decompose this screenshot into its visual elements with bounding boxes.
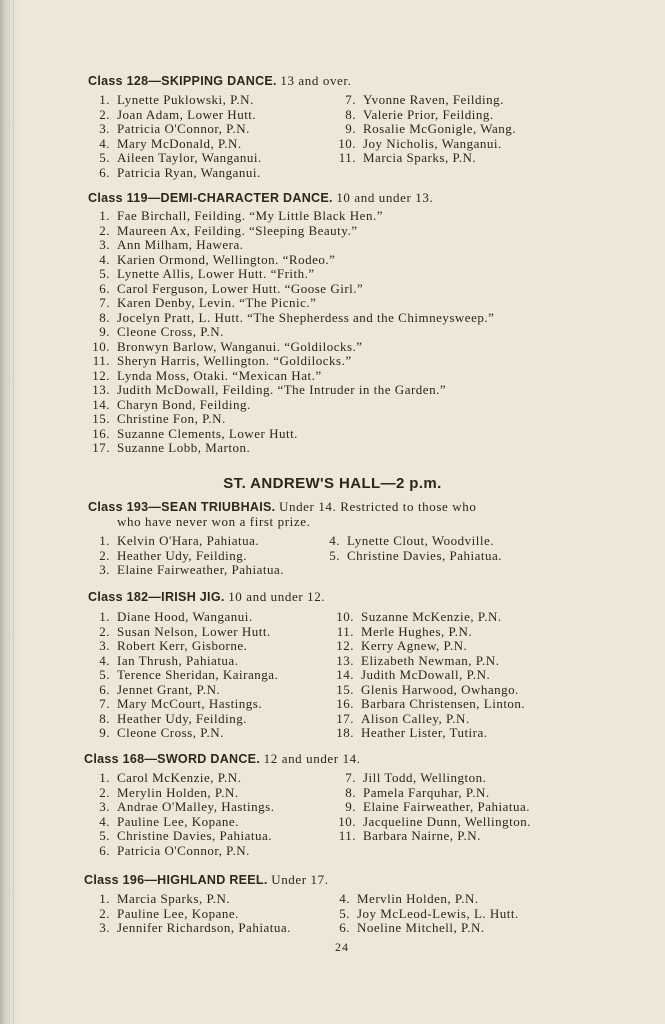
entry-number: 12. [92, 367, 110, 383]
list-item [88, 683, 278, 698]
list-item [332, 610, 525, 625]
list-item [332, 712, 525, 727]
entry-number: 2. [99, 623, 110, 639]
list-item [88, 296, 494, 311]
entry-text: Ian Thrush, Pahiatua. [117, 652, 239, 668]
list-item [334, 93, 516, 108]
list-item [88, 369, 494, 384]
entry-number: 14. [92, 396, 110, 412]
entry-number: 2. [99, 905, 110, 921]
entry-text: Marcia Sparks, P.N. [363, 150, 477, 165]
entry-text: Karen Denby, Levin. “The Picnic.” [117, 295, 317, 310]
entry-text: Kerry Agnew, P.N. [361, 638, 468, 653]
class-note: Under 17. [271, 872, 329, 887]
entry-number: 6. [99, 842, 110, 858]
entry-text: Merylin Holden, P.N. [117, 784, 239, 800]
list-item [318, 549, 502, 564]
entry-number: 4. [99, 813, 110, 829]
entry-text: Kelvin O'Hara, Pahiatua. [117, 533, 260, 548]
list-item [88, 800, 274, 815]
entry-number: 11. [338, 150, 356, 165]
entry-text: Charyn Bond, Feilding. [117, 396, 251, 412]
entry-number: 5. [329, 547, 340, 563]
entry-text: Susan Nelson, Lower Hutt. [117, 623, 271, 639]
entry-text: Pauline Lee, Kopane. [117, 813, 239, 829]
class-title: Class 119—DEMI-CHARACTER DANCE. [88, 191, 333, 205]
list-item [88, 815, 274, 830]
entry-number: 1. [99, 533, 110, 548]
section-title-128 [88, 73, 351, 89]
list-item [88, 786, 274, 801]
entry-number: 11. [338, 828, 356, 843]
entry-number: 10. [338, 135, 356, 151]
entry-number: 2. [99, 547, 110, 563]
entry-text: Suzanne McKenzie, P.N. [361, 609, 502, 624]
entry-text: Christine Davies, Pahiatua. [117, 828, 273, 843]
list-item [88, 325, 494, 340]
list-item [332, 654, 525, 669]
entry-text: Jennifer Richardson, Pahiatua. [117, 920, 291, 935]
entry-text: Carol Ferguson, Lower Hutt. “Goose Girl.” [117, 280, 364, 296]
entry-number: 1. [99, 891, 110, 906]
list-item [334, 137, 516, 152]
entry-number: 14. [336, 667, 354, 682]
entry-list-right [334, 771, 531, 844]
entry-number: 2. [99, 106, 110, 122]
entry-number: 6. [99, 164, 110, 180]
entry-text: Judith McDowall, Feilding. “The Intruder in the Garden.” [117, 382, 447, 397]
list-item [328, 921, 519, 936]
entry-text: Merle Hughes, P.N. [361, 623, 473, 639]
entry-text: Christine Fon, P.N. [117, 411, 226, 426]
list-item [88, 311, 494, 326]
entry-list [88, 209, 494, 456]
class-title: Class 196—HIGHLAND REEL. [84, 873, 268, 887]
list-item [88, 398, 494, 413]
list-item [88, 726, 278, 741]
entry-list-right [318, 534, 502, 563]
list-item [332, 625, 525, 640]
list-item [88, 829, 274, 844]
entry-number: 3. [99, 562, 110, 577]
entry-text: Jennet Grant, P.N. [117, 681, 221, 697]
entry-number: 1. [99, 208, 110, 223]
entry-list-right [328, 892, 519, 936]
entry-text: Jacqueline Dunn, Wellington. [363, 813, 531, 829]
list-item [88, 549, 284, 564]
list-item [88, 534, 284, 549]
list-item [88, 563, 284, 578]
entry-number: 3. [99, 799, 110, 814]
entry-text: Cleone Cross, P.N. [117, 324, 224, 339]
entry-number: 12. [336, 638, 354, 653]
entry-number: 18. [336, 725, 354, 740]
entry-text: Elaine Fairweather, Pahiatua. [363, 799, 531, 814]
entry-number: 15. [336, 681, 354, 697]
list-item [332, 697, 525, 712]
entry-text: Diane Hood, Wanganui. [117, 609, 253, 624]
list-item [88, 907, 291, 922]
list-item [88, 137, 262, 152]
entry-number: 1. [99, 609, 110, 624]
entry-number: 10. [338, 813, 356, 829]
entry-number: 4. [99, 251, 110, 267]
entry-text: Cleone Cross, P.N. [117, 725, 224, 740]
entry-text: Maureen Ax, Feilding. “Sleeping Beauty.” [117, 222, 358, 238]
entry-text: Suzanne Clements, Lower Hutt. [117, 425, 298, 441]
entry-number: 5. [99, 828, 110, 843]
entry-text: Valerie Prior, Feilding. [363, 106, 494, 122]
list-item [332, 683, 525, 698]
entry-text: Patricia O'Connor, P.N. [117, 121, 250, 136]
entry-number: 10. [336, 609, 354, 624]
entry-text: Joan Adam, Lower Hutt. [117, 106, 257, 122]
list-item [88, 166, 262, 181]
list-item [88, 697, 278, 712]
list-item [88, 654, 278, 669]
entry-text: Lynda Moss, Otaki. “Mexican Hat.” [117, 367, 322, 383]
entry-number: 15. [92, 411, 110, 426]
entry-text: Aileen Taylor, Wanganui. [117, 150, 262, 165]
list-item [88, 639, 278, 654]
entry-number: 7. [345, 770, 356, 785]
hall-heading: ST. ANDREW'S HALL—2 p.m. [223, 475, 442, 492]
class-note: Under 14. Restricted to those who [278, 499, 477, 514]
entry-text: Joy McLeod-Lewis, L. Hutt. [357, 905, 519, 921]
class-title: Class 193—SEAN TRIUBHAIS. [88, 500, 276, 514]
entry-number: 5. [99, 150, 110, 165]
list-item [88, 282, 494, 297]
entry-text: Rosalie McGonigle, Wang. [363, 121, 516, 136]
entry-list-left [88, 534, 284, 578]
entry-text: Lynette Clout, Woodville. [347, 533, 494, 548]
list-item [88, 108, 262, 123]
entry-text: Mary McCourt, Hastings. [117, 696, 263, 711]
entry-text: Bronwyn Barlow, Wanganui. “Goldilocks.” [117, 338, 363, 354]
entry-text: Heather Udy, Feilding. [117, 547, 248, 563]
list-item [88, 340, 494, 355]
list-item [334, 800, 531, 815]
list-item [328, 907, 519, 922]
list-item [334, 122, 516, 137]
entry-text: Pauline Lee, Kopane. [117, 905, 239, 921]
entry-text: Noeline Mitchell, P.N. [357, 920, 485, 935]
entry-number: 16. [92, 425, 110, 441]
entry-number: 4. [329, 533, 340, 548]
list-item [318, 534, 502, 549]
entry-list-right [334, 93, 516, 166]
list-item [88, 921, 291, 936]
entry-number: 6. [99, 280, 110, 296]
page-number: 24 [335, 940, 349, 954]
entry-text: Judith McDowall, P.N. [361, 667, 491, 682]
class-note-continued: who have never won a first prize. [117, 514, 311, 529]
section-title-119 [88, 190, 433, 206]
list-item [88, 427, 494, 442]
entry-text: Barbara Nairne, P.N. [363, 828, 481, 843]
list-item [88, 354, 494, 369]
class-note: 10 and under 12. [228, 589, 326, 604]
entry-text: Joy Nicholis, Wanganui. [363, 135, 502, 151]
entry-number: 3. [99, 920, 110, 935]
entry-text: Heather Lister, Tutira. [361, 725, 488, 740]
entry-text: Jill Todd, Wellington. [363, 770, 487, 785]
list-item [332, 726, 525, 741]
entry-number: 6. [99, 681, 110, 697]
entry-number: 13. [336, 652, 354, 668]
entry-number: 2. [99, 784, 110, 800]
list-item [332, 668, 525, 683]
entry-number: 7. [345, 92, 356, 107]
entry-number: 3. [99, 638, 110, 653]
entry-number: 3. [99, 121, 110, 136]
entry-number: 9. [345, 121, 356, 136]
entry-text: Patricia Ryan, Wanganui. [117, 164, 261, 180]
entry-list-left [88, 93, 262, 180]
entry-number: 1. [99, 92, 110, 107]
list-item [88, 892, 291, 907]
entry-text: Christine Davies, Pahiatua. [347, 547, 503, 563]
list-item [332, 639, 525, 654]
entry-text: Elaine Fairweather, Pahiatua. [117, 562, 285, 577]
list-item [88, 238, 494, 253]
class-note: 10 and under 13. [336, 190, 434, 205]
entry-number: 17. [92, 440, 110, 455]
entry-text: Pamela Farquhar, P.N. [363, 784, 490, 800]
list-item [88, 253, 494, 268]
entry-list-left [88, 610, 278, 741]
section-title-193 [88, 499, 476, 515]
list-item [88, 712, 278, 727]
entry-number: 5. [339, 905, 350, 921]
entry-text: Suzanne Lobb, Marton. [117, 440, 251, 455]
class-title: Class 128—SKIPPING DANCE. [88, 74, 277, 88]
entry-number: 2. [99, 222, 110, 238]
entry-number: 8. [99, 309, 110, 325]
entry-number: 7. [99, 295, 110, 310]
class-note: 13 and over. [280, 73, 352, 88]
section-title-168 [84, 751, 361, 767]
entry-number: 8. [345, 106, 356, 122]
entry-text: Sheryn Harris, Wellington. “Goldilocks.” [117, 353, 352, 368]
entry-number: 9. [345, 799, 356, 814]
list-item [88, 441, 494, 456]
entry-text: Karien Ormond, Wellington. “Rodeo.” [117, 251, 336, 267]
entry-text: Yvonne Raven, Feilding. [363, 92, 504, 107]
entry-list-left [88, 771, 274, 858]
entry-number: 6. [339, 920, 350, 935]
list-item [334, 786, 531, 801]
entry-text: Marcia Sparks, P.N. [117, 891, 231, 906]
list-item [88, 844, 274, 859]
list-item [88, 151, 262, 166]
entry-number: 10. [92, 338, 110, 354]
entry-text: Mervlin Holden, P.N. [357, 891, 479, 906]
list-item [88, 383, 494, 398]
entry-text: Mary McDonald, P.N. [117, 135, 242, 151]
list-item [88, 209, 494, 224]
entry-number: 5. [99, 266, 110, 281]
entry-text: Elizabeth Newman, P.N. [361, 652, 500, 668]
section-title-196 [84, 872, 329, 888]
entry-number: 3. [99, 237, 110, 252]
list-item [88, 668, 278, 683]
entry-number: 11. [92, 353, 110, 368]
entry-number: 11. [336, 623, 354, 639]
entry-number: 8. [345, 784, 356, 800]
list-item [334, 108, 516, 123]
list-item [334, 829, 531, 844]
list-item [334, 815, 531, 830]
entry-number: 9. [99, 324, 110, 339]
list-item [88, 224, 494, 239]
class-title: Class 182—IRISH JIG. [88, 590, 225, 604]
list-item [334, 151, 516, 166]
entry-number: 8. [99, 710, 110, 726]
list-item [88, 625, 278, 640]
list-item [88, 93, 262, 108]
entry-text: Lynette Puklowski, P.N. [117, 92, 254, 107]
entry-text: Ann Milham, Hawera. [117, 237, 244, 252]
entry-text: Robert Kerr, Gisborne. [117, 638, 248, 653]
entry-number: 5. [99, 667, 110, 682]
entry-text: Heather Udy, Feilding. [117, 710, 248, 726]
entry-text: Patricia O'Connor, P.N. [117, 842, 250, 858]
list-item [334, 771, 531, 786]
section-title-182 [88, 589, 325, 605]
list-item [88, 267, 494, 282]
entry-number: 4. [99, 135, 110, 151]
entry-number: 16. [336, 696, 354, 711]
class-note: 12 and under 14. [263, 751, 361, 766]
entry-text: Jocelyn Pratt, L. Hutt. “The Shepherdess and the Chimneysweep.” [117, 309, 495, 325]
entry-text: Glenis Harwood, Owhango. [361, 681, 519, 697]
entry-text: Alison Calley, P.N. [361, 710, 470, 726]
class-title: Class 168—SWORD DANCE. [84, 752, 261, 766]
entry-number: 7. [99, 696, 110, 711]
entry-number: 4. [99, 652, 110, 668]
entry-list-right [332, 610, 525, 741]
entry-text: Barbara Christensen, Linton. [361, 696, 526, 711]
entry-text: Fae Birchall, Feilding. “My Little Black Hen.” [117, 208, 383, 223]
list-item [88, 610, 278, 625]
entry-text: Andrae O'Malley, Hastings. [117, 799, 275, 814]
entry-list-left [88, 892, 291, 936]
entry-number: 4. [339, 891, 350, 906]
list-item [88, 771, 274, 786]
entry-number: 17. [336, 710, 354, 726]
list-item [88, 122, 262, 137]
entry-number: 9. [99, 725, 110, 740]
entry-text: Lynette Allis, Lower Hutt. “Frith.” [117, 266, 315, 281]
list-item [88, 412, 494, 427]
entry-text: Carol McKenzie, P.N. [117, 770, 242, 785]
entry-number: 1. [99, 770, 110, 785]
entry-number: 13. [92, 382, 110, 397]
list-item [328, 892, 519, 907]
entry-text: Terence Sheridan, Kairanga. [117, 667, 279, 682]
